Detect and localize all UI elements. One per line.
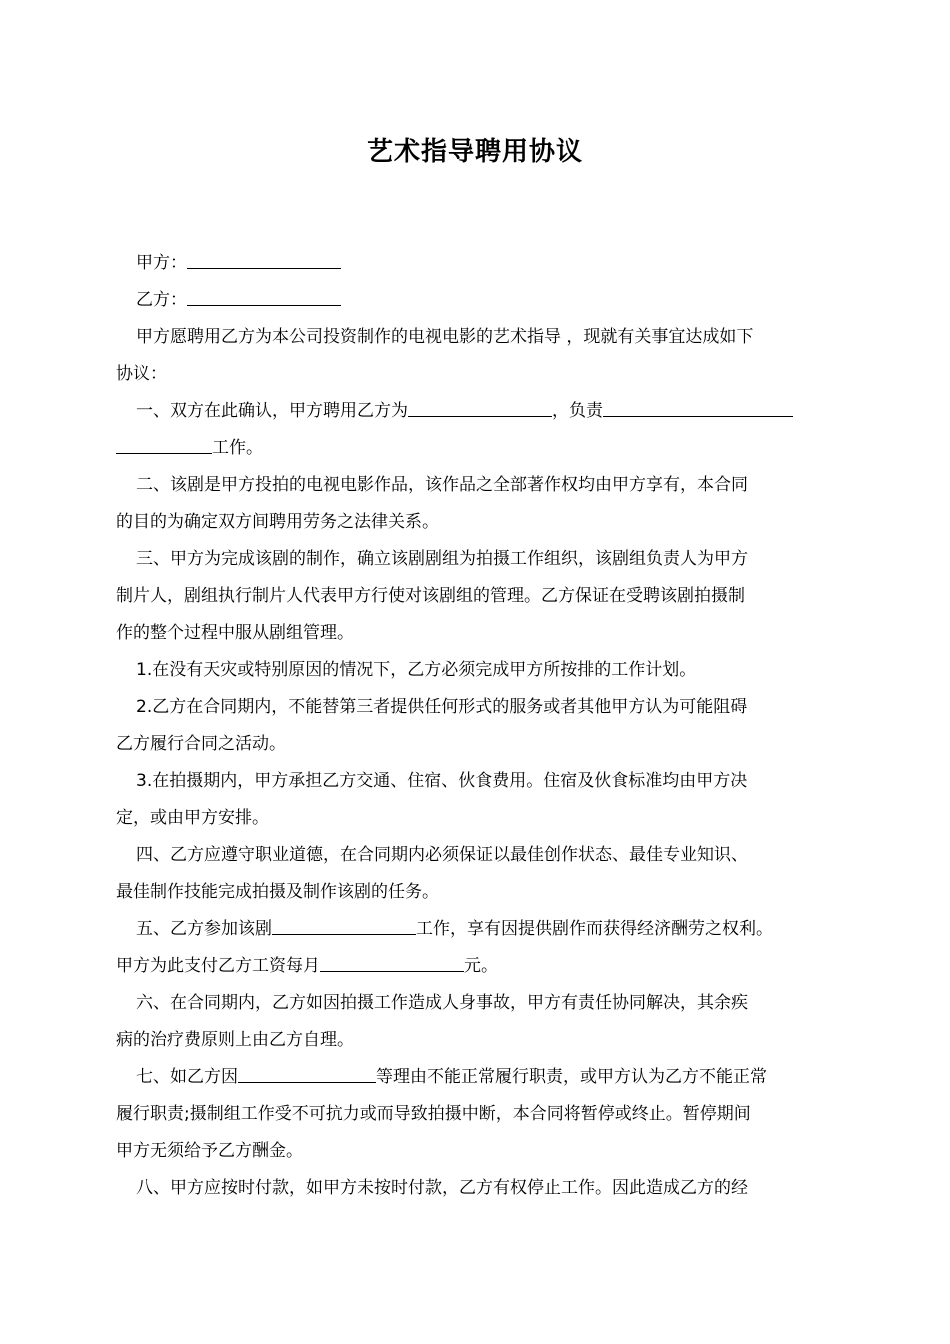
clause-7-text-a: 七、如乙方因 <box>136 1067 238 1087</box>
clause-7-line-1 <box>116 1059 838 1096</box>
clause-3-item-3-line-2: 定，或由甲方安排。 <box>116 808 269 828</box>
clause-1-line-2 <box>116 430 838 467</box>
clause-1-text-a: 一、双方在此确认，甲方聘用乙方为 <box>136 401 408 421</box>
clause-3-item-3-line-1: 3.在拍摄期内，甲方承担乙方交通、住宿、伙食费用。住宿及伙食标准均由甲方决 <box>136 771 748 791</box>
clause-5-text-d: 元。 <box>464 956 498 976</box>
clause-3-item-2-line-1: 2.乙方在合同期内，不能替第三者提供任何形式的服务或者其他甲方认为可能阻碍 <box>136 697 748 717</box>
responsibility-blank-cont <box>116 431 212 454</box>
clause-1-line-1 <box>116 393 838 430</box>
party-b-line <box>116 282 838 319</box>
clause-3-line-1: 三、甲方为完成该剧的制作，确立该剧剧组为拍摄工作组织，该剧组负责人为甲方 <box>136 549 748 569</box>
clause-8-line-1: 八、甲方应按时付款，如甲方未按时付款，乙方有权停止工作。因此造成乙方的经 <box>136 1178 748 1198</box>
position-blank <box>408 394 552 417</box>
party-b-label: 乙方： <box>136 290 187 310</box>
responsibility-blank <box>603 394 793 417</box>
clause-2-line-2: 的目的为确定双方间聘用劳务之法律关系。 <box>116 512 439 532</box>
clause-7-line-2: 履行职责;摄制组工作受不可抗力或而导致拍摄中断，本合同将暂停或终止。暂停期间 <box>116 1104 751 1124</box>
clause-5-text-c: 甲方为此支付乙方工资每月 <box>116 956 320 976</box>
salary-blank <box>320 949 464 972</box>
role-blank <box>272 912 416 935</box>
clause-3-item-2-line-2: 乙方履行合同之活动。 <box>116 734 286 754</box>
clause-6-line-2: 病的治疗费原则上由乙方自理。 <box>116 1030 354 1050</box>
party-a-blank <box>187 246 341 269</box>
clause-4-line-2: 最佳制作技能完成拍摄及制作该剧的任务。 <box>116 882 439 902</box>
clause-7-line-3: 甲方无须给予乙方酬金。 <box>116 1141 303 1161</box>
clause-5-line-2 <box>116 948 838 985</box>
clause-3-line-3: 作的整个过程中服从剧组管理。 <box>116 623 354 643</box>
party-a-label: 甲方： <box>136 253 187 273</box>
document-title: 艺术指导聘用协议 <box>366 137 583 167</box>
clause-5-text-a: 五、乙方参加该剧 <box>136 919 272 939</box>
preamble-line-2: 协议： <box>116 364 167 384</box>
reason-blank <box>238 1060 376 1083</box>
clause-4-line-1: 四、乙方应遵守职业道德，在合同期内必须保证以最佳创作状态、最佳专业知识、 <box>136 845 748 865</box>
clause-1-text-c: 工作。 <box>212 438 263 458</box>
clause-5-text-b: 工作，享有因提供剧作而获得经济酬劳之权利。 <box>416 919 773 939</box>
clause-5-line-1 <box>116 911 838 948</box>
clause-6-line-1: 六、在合同期内，乙方如因拍摄工作造成人身事故，甲方有责任协同解决，其余疾 <box>136 993 748 1013</box>
clause-1-text-b: ，负责 <box>552 401 603 421</box>
party-b-blank <box>187 283 341 306</box>
clause-3-line-2: 制片人，剧组执行制片人代表甲方行使对该剧组的管理。乙方保证在受聘该剧拍摄制 <box>116 586 745 606</box>
clause-7-text-b: 等理由不能正常履行职责，或甲方认为乙方不能正常 <box>376 1067 767 1087</box>
document-body <box>116 245 838 1207</box>
clause-3-item-1: 1.在没有天灾或特别原因的情况下，乙方必须完成甲方所按排的工作计划。 <box>136 660 697 680</box>
party-a-line <box>116 245 838 282</box>
clause-2-line-1: 二、该剧是甲方投拍的电视电影作品，该作品之全部著作权均由甲方享有，本合同 <box>136 475 748 495</box>
preamble-line-1: 甲方愿聘用乙方为本公司投资制作的电视电影的艺术指导 ，现就有关事宜达成如下 <box>136 327 754 347</box>
